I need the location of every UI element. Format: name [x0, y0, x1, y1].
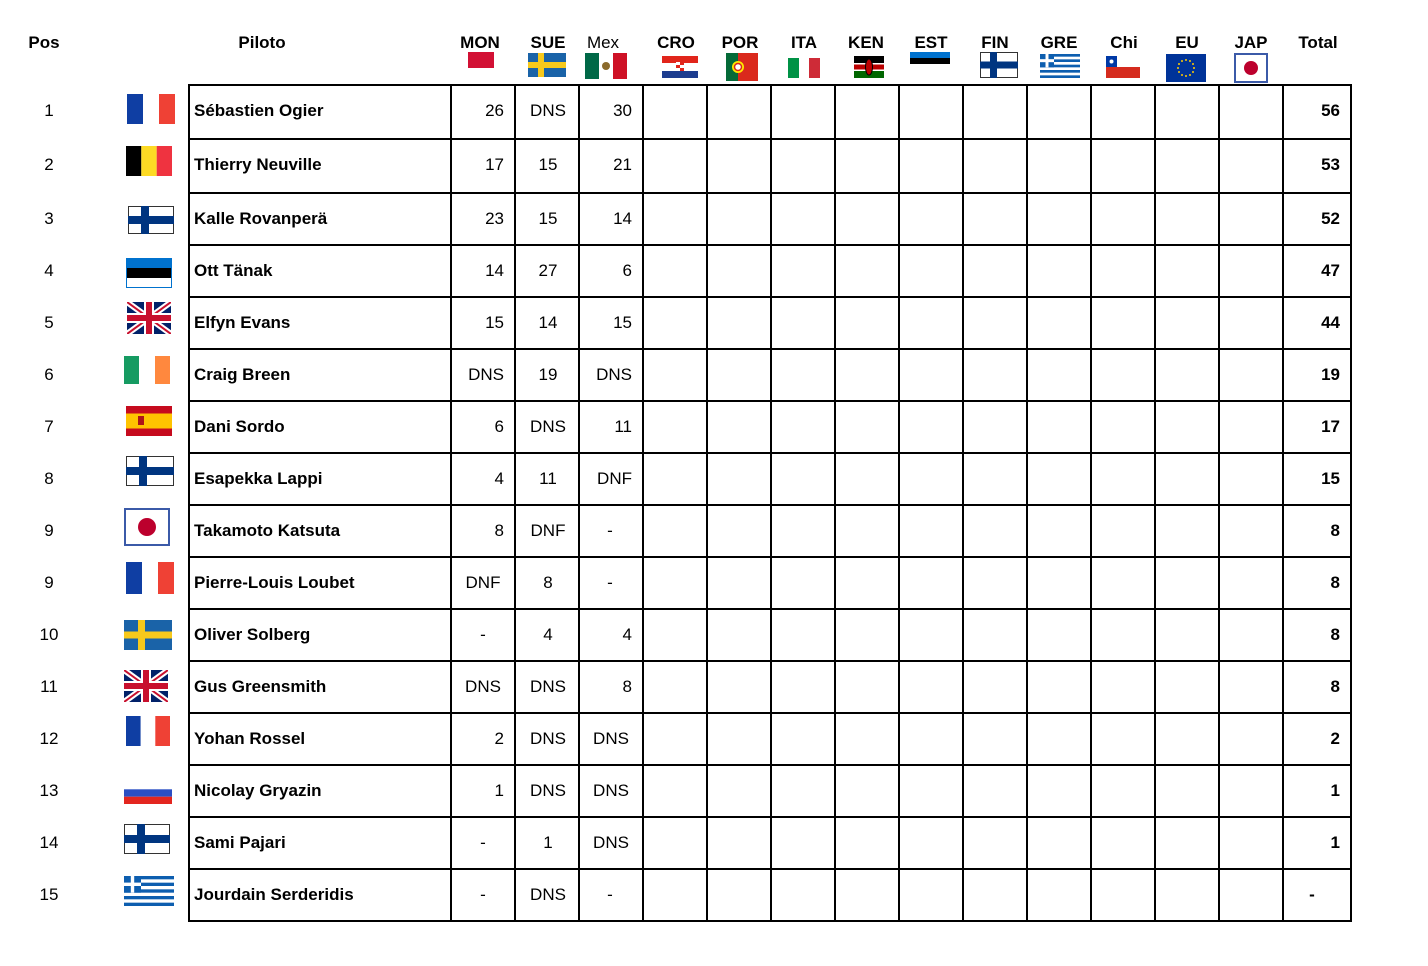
points-total: 56	[1321, 101, 1340, 120]
points-mon: 14	[485, 261, 504, 280]
points-mex: DNS	[593, 729, 629, 748]
points-mex: DNS	[593, 781, 629, 800]
header-est: EST	[914, 33, 948, 52]
driver-name: Esapekka Lappi	[194, 469, 323, 488]
row-pos: 5	[44, 313, 54, 332]
points-mex: 21	[613, 155, 632, 174]
points-mex: 8	[622, 677, 632, 696]
header-piloto: Piloto	[238, 33, 286, 52]
points-sue: 4	[543, 625, 553, 644]
monaco-flag-icon	[468, 52, 494, 68]
row-pos: 15	[39, 885, 59, 904]
spain-flag-icon	[126, 406, 172, 436]
greece-flag-icon	[1040, 54, 1080, 78]
points-mon: DNF	[465, 573, 501, 592]
points-total: 15	[1321, 469, 1340, 488]
header-chi: Chi	[1110, 33, 1138, 52]
italy-flag-icon	[788, 58, 820, 78]
driver-name: Sébastien Ogier	[194, 101, 324, 120]
points-total: 8	[1330, 625, 1340, 644]
row-pos: 9	[44, 521, 54, 540]
row-pos: 4	[44, 261, 54, 280]
sweden-flag-icon	[124, 620, 172, 650]
points-sue: DNS	[530, 885, 566, 904]
points-mex: 15	[613, 313, 632, 332]
points-mex: 30	[613, 101, 632, 120]
points-total: -	[1309, 885, 1315, 904]
estonia-flag-icon	[910, 52, 950, 70]
standings-table-grid	[188, 84, 1352, 922]
header-gre: GRE	[1040, 33, 1078, 52]
points-mon: DNS	[468, 365, 504, 384]
points-mon: -	[480, 885, 486, 904]
header-pos: Pos	[28, 33, 60, 52]
points-total: 53	[1321, 155, 1340, 174]
points-sue: DNS	[530, 417, 566, 436]
points-mon: 6	[494, 417, 504, 436]
uk-flag-icon	[124, 670, 168, 702]
finland-flag-icon	[980, 52, 1018, 78]
points-total: 19	[1321, 365, 1340, 384]
points-total: 44	[1321, 313, 1340, 332]
belgium-flag-icon	[126, 146, 172, 176]
points-mon: 26	[485, 101, 504, 120]
driver-name: Yohan Rossel	[194, 729, 306, 748]
points-sue: 19	[538, 365, 558, 384]
points-total: 52	[1321, 209, 1340, 228]
points-sue: 15	[538, 209, 558, 228]
points-mon: 2	[494, 729, 504, 748]
points-mex: -	[607, 885, 613, 904]
croatia-flag-icon	[662, 56, 698, 78]
kenya-flag-icon	[854, 56, 884, 78]
header-sue: SUE	[530, 33, 566, 52]
points-mex: DNF	[597, 469, 632, 488]
points-mon: 23	[485, 209, 504, 228]
driver-name: Craig Breen	[194, 365, 291, 384]
points-total: 2	[1330, 729, 1340, 748]
points-mon: DNS	[465, 677, 501, 696]
points-sue: DNS	[530, 101, 566, 120]
driver-name: Sami Pajari	[194, 833, 286, 852]
row-pos: 8	[44, 469, 54, 488]
points-mon: -	[480, 833, 486, 852]
points-mon: 17	[485, 155, 504, 174]
driver-name: Ott Tänak	[194, 261, 273, 280]
row-pos: 1	[44, 101, 54, 120]
driver-name: Dani Sordo	[194, 417, 285, 436]
finland-flag-icon	[128, 206, 174, 234]
row-pos: 13	[39, 781, 59, 800]
points-mon: 4	[494, 469, 504, 488]
points-total: 8	[1330, 521, 1340, 540]
points-mex: -	[607, 521, 613, 540]
points-sue: 11	[539, 469, 557, 488]
points-sue: DNF	[530, 521, 566, 540]
driver-name: Takamoto Katsuta	[194, 521, 341, 540]
row-pos: 14	[39, 833, 59, 852]
finland-flag-icon	[124, 824, 170, 854]
japan-flag-icon	[124, 508, 170, 546]
finland-flag-icon	[126, 456, 174, 486]
ireland-flag-icon	[124, 356, 170, 384]
points-total: 1	[1330, 833, 1340, 852]
mexico-flag-icon	[585, 53, 627, 79]
greece-flag-icon	[124, 876, 174, 906]
points-mon: 8	[494, 521, 504, 540]
points-total: 47	[1321, 261, 1340, 280]
points-mex: -	[607, 573, 613, 592]
france-flag-icon	[127, 94, 175, 124]
header-eu: EU	[1175, 33, 1199, 52]
driver-name: Jourdain Serderidis	[194, 885, 354, 904]
driver-name: Nicolay Gryazin	[194, 781, 322, 800]
points-mex: 4	[622, 625, 632, 644]
points-mex: DNS	[596, 365, 632, 384]
points-mon: 15	[485, 313, 504, 332]
header-jap: JAP	[1234, 33, 1268, 52]
uk-flag-icon	[127, 302, 171, 334]
row-pos: 12	[39, 729, 59, 748]
points-total: 8	[1330, 677, 1340, 696]
driver-name: Elfyn Evans	[194, 313, 291, 332]
row-pos: 7	[44, 417, 54, 436]
row-pos: 6	[44, 365, 54, 384]
japan-flag-icon	[1234, 53, 1268, 83]
chile-flag-icon	[1106, 56, 1140, 78]
points-mex: DNS	[593, 833, 629, 852]
points-total: 17	[1321, 417, 1340, 436]
driver-name: Gus Greensmith	[194, 677, 327, 696]
points-sue: DNS	[530, 729, 566, 748]
points-total: 8	[1330, 573, 1340, 592]
france-flag-icon	[126, 716, 170, 746]
eu-flag-icon	[1166, 54, 1206, 82]
header-ken: KEN	[848, 33, 884, 52]
row-pos: 10	[39, 625, 59, 644]
header-fin: FIN	[981, 33, 1009, 52]
points-sue: DNS	[530, 781, 566, 800]
header-ita: ITA	[790, 33, 818, 52]
points-total: 1	[1330, 781, 1340, 800]
points-sue: 15	[538, 155, 558, 174]
row-pos: 11	[40, 677, 58, 696]
russia-flag-icon	[124, 782, 172, 804]
points-sue: 1	[543, 833, 553, 852]
estonia-flag-icon	[126, 258, 172, 288]
row-pos: 3	[44, 209, 54, 228]
points-sue: 8	[543, 573, 553, 592]
points-sue: 27	[538, 261, 558, 280]
points-sue: 14	[538, 313, 558, 332]
portugal-flag-icon	[726, 53, 758, 81]
header-por: POR	[721, 33, 759, 52]
points-mex: 14	[613, 209, 632, 228]
points-mon: 1	[494, 781, 504, 800]
sweden-flag-icon	[528, 53, 566, 77]
row-pos: 9	[44, 573, 54, 592]
france-flag-icon	[126, 562, 174, 594]
header-cro: CRO	[657, 33, 695, 52]
driver-name: Oliver Solberg	[194, 625, 311, 644]
points-mex: 11	[614, 417, 632, 436]
driver-name: Pierre-Louis Loubet	[194, 573, 355, 592]
header-mex: Mex	[586, 33, 620, 52]
row-pos: 2	[44, 155, 54, 174]
header-total: Total	[1298, 33, 1338, 52]
driver-name: Kalle Rovanperä	[194, 209, 328, 228]
points-mex: 6	[622, 261, 632, 280]
points-sue: DNS	[530, 677, 566, 696]
points-mon: -	[480, 625, 486, 644]
driver-name: Thierry Neuville	[194, 155, 322, 174]
header-mon: MON	[460, 33, 500, 52]
